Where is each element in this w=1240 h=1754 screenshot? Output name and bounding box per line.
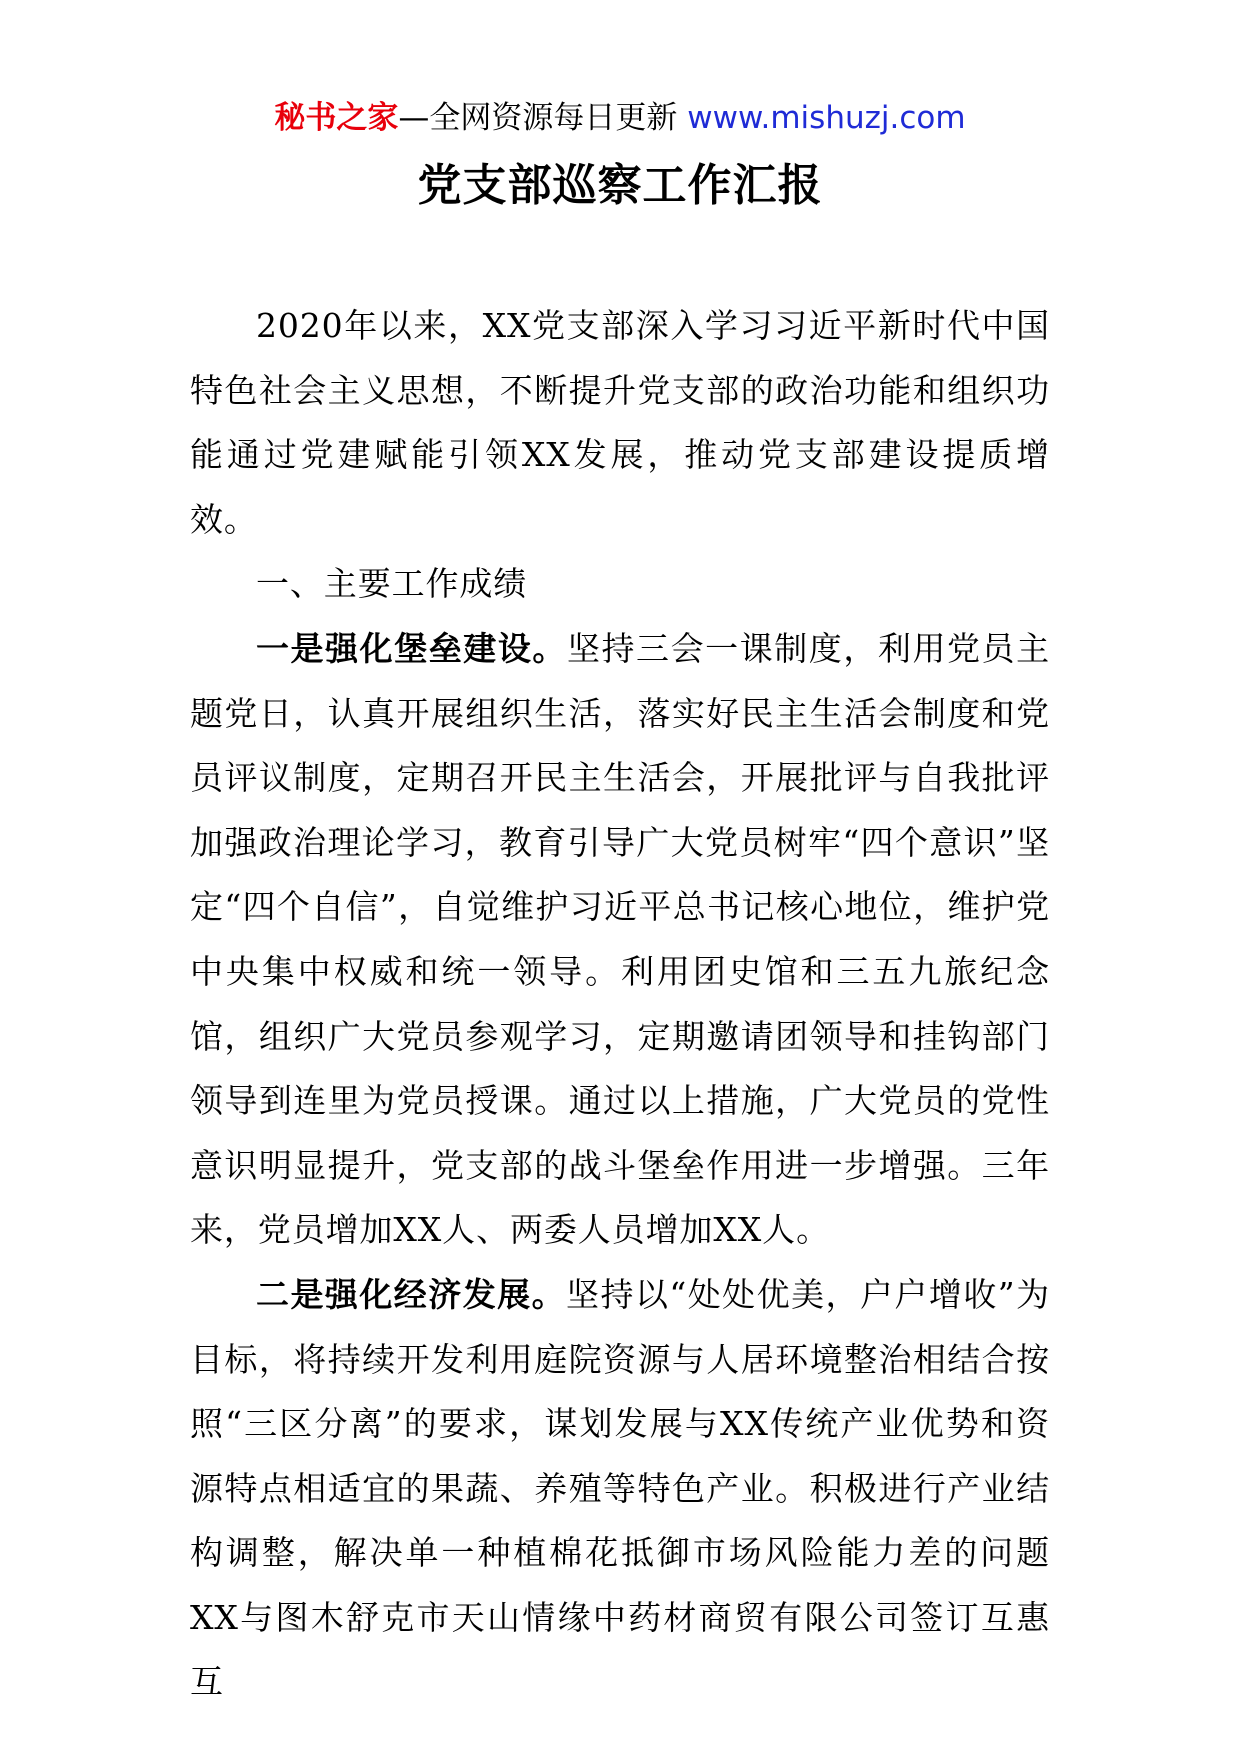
item-paragraph-2 bbox=[190, 1263, 1050, 1715]
document-body bbox=[190, 294, 1050, 1715]
item-text-2: 坚持以“处处优美，户户增收”为目标，将持续开发利用庭院资源与人居环境整治相结合按照“三区分离”的要求，谋划发展与XX传统产业优势和资源特点相适宜的果蔬、养殖等特色产业。积极进行产业结构调整，解决单一种植棉花抵御市场风险能力差的问题XX与图木舒克市天山情缘中药材商贸有限公司签订互惠互 bbox=[190, 1274, 1050, 1702]
intro-paragraph: 2020年以来，XX党支部深入学习习近平新时代中国特色社会主义思想，不断提升党支部的政治功能和组织功能通过党建赋能引领XX发展，推动党支部建设提质增效。 bbox=[190, 306, 1050, 539]
brand-name: 秘书之家 bbox=[274, 100, 399, 136]
section-heading: 一、主要工作成绩 bbox=[256, 564, 528, 604]
item-paragraph-1 bbox=[190, 617, 1050, 1263]
document-title: 党支部巡察工作汇报 bbox=[417, 160, 823, 211]
item-lead-2: 二是强化经济发展。 bbox=[256, 1274, 567, 1314]
site-url-link[interactable]: www.mishuzj.com bbox=[687, 100, 966, 136]
header-slogan: —全网资源每日更新 bbox=[398, 100, 678, 136]
item-text-1: 坚持三会一课制度，利用党员主题党日，认真开展组织生活，落实好民主生活会制度和党员评议制度，定期召开民主生活会，开展批评与自我批评加强政治理论学习，教育引导广大党员树牢“四个意识”坚定“四个自信”，自觉维护习近平总书记核心地位，维护党中央集中权威和统一领导。利用团史馆和三五九旅纪念馆，组织广大党员参观学习，定期邀请团领导和挂钩部门领导到连里为党员授课。通过以上措施，广大党员的党性意识明显提升，党支部的战斗堡垒作用进一步增强。三年来，党员增加XX人、两委人员增加XX人。 bbox=[190, 628, 1050, 1250]
site-header bbox=[0, 98, 1240, 138]
item-lead-1: 一是强化堡垒建设。 bbox=[256, 628, 567, 668]
